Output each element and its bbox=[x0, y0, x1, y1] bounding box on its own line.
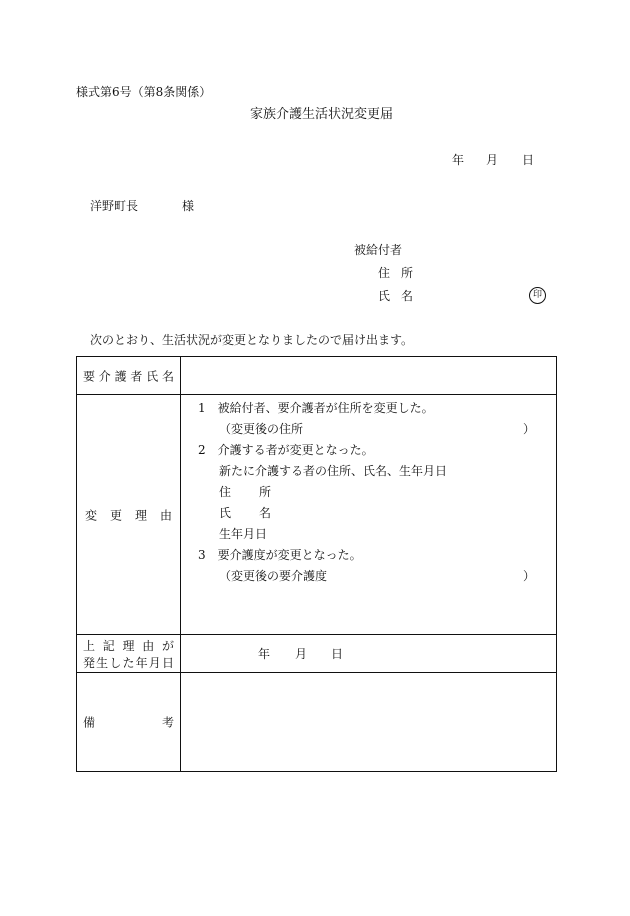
occurrence-year-label: 年 bbox=[258, 647, 271, 661]
caregiver-name-label bbox=[77, 357, 181, 395]
remarks-field[interactable] bbox=[181, 673, 557, 772]
change-reason-field[interactable] bbox=[181, 395, 557, 635]
label-char: 氏 bbox=[146, 369, 159, 383]
label-char: 名 bbox=[161, 369, 174, 383]
remarks-row bbox=[77, 673, 557, 772]
reason-1: 1 被給付者、要介護者が住所を変更した。 bbox=[198, 401, 434, 415]
label-char: 変 bbox=[85, 508, 98, 522]
reason-3-new-care-level: （変更後の要介護度 bbox=[219, 569, 328, 583]
applicant-heading: 被給付者 bbox=[354, 243, 403, 257]
reason-2-address-label-1: 住 bbox=[219, 485, 232, 499]
reason-row bbox=[77, 395, 557, 635]
reason-2-name-label-1: 氏 bbox=[219, 506, 232, 520]
reason-2-subtitle: 新たに介護する者の住所、氏名、生年月日 bbox=[219, 464, 448, 478]
reason-3-close-paren: ） bbox=[523, 569, 536, 583]
occurrence-date-row bbox=[77, 635, 557, 673]
label-char: 由 bbox=[159, 508, 172, 522]
applicant-name-label-2: 名 bbox=[401, 289, 414, 303]
label-char: 年 bbox=[135, 655, 148, 670]
applicant-address-label-2: 所 bbox=[401, 266, 414, 280]
label-char: 発 bbox=[83, 655, 96, 670]
document-title: 家族介護生活状況変更届 bbox=[250, 107, 394, 122]
label-char: 上 bbox=[83, 638, 96, 653]
caregiver-name-field[interactable] bbox=[181, 357, 557, 395]
label-char: 要 bbox=[83, 369, 96, 383]
label-char: 備 bbox=[83, 715, 96, 730]
reason-2-dob-label: 生年月日 bbox=[219, 527, 268, 541]
addressee-honorific: 様 bbox=[182, 199, 195, 213]
notification-form-table bbox=[76, 356, 557, 772]
label-char: 月 bbox=[148, 655, 161, 670]
reason-2-name-label-2: 名 bbox=[259, 506, 272, 520]
reason-1-close-paren: ） bbox=[523, 422, 536, 436]
caregiver-row bbox=[77, 357, 557, 395]
label-char: 護 bbox=[114, 369, 127, 383]
form-number: 様式第6号（第8条関係） bbox=[76, 85, 212, 99]
applicant-address-label-1: 住 bbox=[378, 266, 391, 280]
change-reason-label bbox=[77, 395, 181, 635]
occurrence-date-label bbox=[77, 635, 181, 673]
reason-3: 3 要介護度が変更となった。 bbox=[198, 548, 362, 562]
label-char: 日 bbox=[161, 655, 174, 670]
occurrence-date-field[interactable] bbox=[181, 635, 557, 673]
remarks-label bbox=[77, 673, 181, 772]
date-year-label: 年 bbox=[452, 153, 465, 167]
reason-2: 2 介護する者が変更となった。 bbox=[198, 443, 374, 457]
applicant-name-label-1: 氏 bbox=[378, 289, 391, 303]
label-char: し bbox=[109, 655, 122, 670]
label-char: が bbox=[161, 638, 174, 653]
occurrence-day-label: 日 bbox=[331, 647, 344, 661]
label-char: 考 bbox=[161, 715, 174, 730]
date-day-label: 日 bbox=[522, 153, 535, 167]
label-char: 理 bbox=[134, 508, 147, 522]
label-char: 更 bbox=[109, 508, 122, 522]
label-char: 由 bbox=[142, 638, 155, 653]
occurrence-month-label: 月 bbox=[295, 647, 308, 661]
date-month-label: 月 bbox=[486, 153, 499, 167]
intro-text: 次のとおり、生活状況が変更となりましたので届け出ます。 bbox=[90, 333, 414, 347]
reason-1-new-address: （変更後の住所 bbox=[219, 422, 304, 436]
addressee-name: 洋野町長 bbox=[90, 199, 139, 213]
label-char: 記 bbox=[102, 638, 115, 653]
label-char: 者 bbox=[130, 369, 143, 383]
label-char: た bbox=[122, 655, 135, 670]
seal-mark-icon: 印 bbox=[529, 287, 546, 304]
label-char: 生 bbox=[96, 655, 109, 670]
label-char: 理 bbox=[122, 638, 135, 653]
reason-2-address-label-2: 所 bbox=[259, 485, 272, 499]
label-char: 介 bbox=[98, 369, 111, 383]
